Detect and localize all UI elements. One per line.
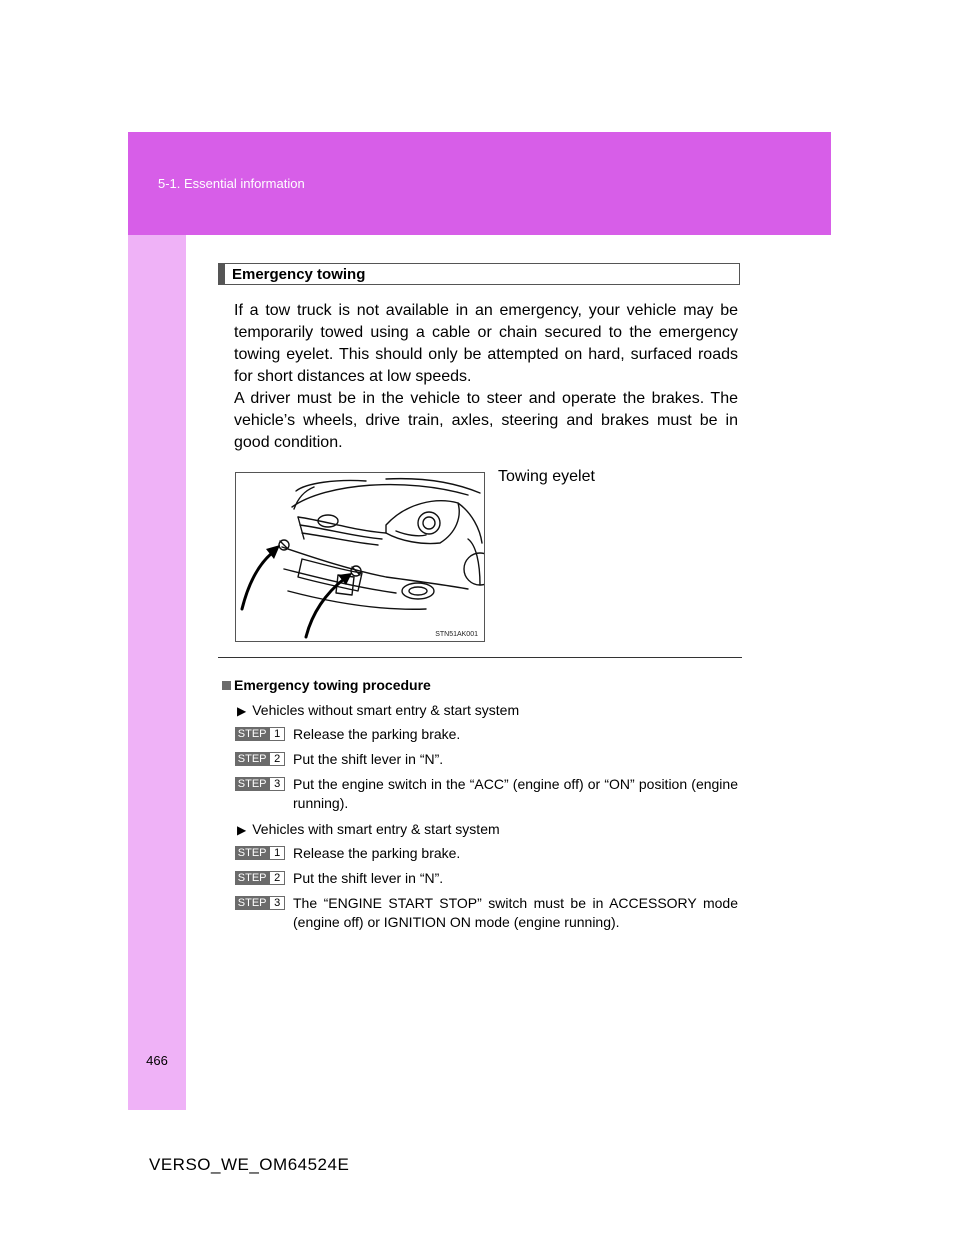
- step-badge: [235, 752, 285, 766]
- step-number: 1: [269, 846, 285, 860]
- step-word: STEP: [235, 846, 269, 860]
- section-label: 5-1. Essential information: [158, 176, 305, 191]
- document-code: VERSO_WE_OM64524E: [149, 1155, 350, 1174]
- step-word: STEP: [235, 752, 269, 766]
- variant-text: Vehicles with smart entry & start system: [252, 821, 500, 837]
- intro-text: [234, 300, 738, 454]
- section-title-box: [218, 263, 740, 285]
- procedure-title: Emergency towing procedure: [234, 677, 431, 693]
- step-text: Put the engine switch in the “ACC” (engine off) or “ON” position (engine running).: [293, 776, 738, 811]
- step-text: Put the shift lever in “N”.: [293, 751, 444, 767]
- step-number: 1: [269, 727, 285, 741]
- intro-paragraph: A driver must be in the vehicle to steer and operate the brakes. The vehicle’s wheels, drive train, axles, steering and brakes must be in good condition.: [234, 390, 738, 451]
- page-number: 466: [146, 1053, 168, 1068]
- section-divider: [218, 657, 742, 658]
- step-number: 3: [269, 777, 285, 791]
- intro-paragraph: If a tow truck is not available in an emergency, your vehicle may be temporarily towed using a cable or chain secured to the emergency towing eyelet. This should only be attempted on hard, surfaced roads for short distances at low speeds.: [234, 302, 738, 385]
- procedure-heading: [222, 677, 431, 693]
- step-text: Put the shift lever in “N”.: [293, 870, 444, 886]
- step-word: STEP: [235, 871, 269, 885]
- step-badge: [235, 871, 285, 885]
- towing-eyelet-illustration: [235, 472, 485, 642]
- step-badge: [235, 896, 285, 910]
- step-badge: [235, 777, 285, 791]
- variant-label: [237, 702, 519, 718]
- step-number: 3: [269, 896, 285, 910]
- step-word: STEP: [235, 896, 269, 910]
- step-text: Release the parking brake.: [293, 845, 461, 861]
- step-word: STEP: [235, 777, 269, 791]
- variant-label: [237, 821, 500, 837]
- page-title: Emergency towing: [232, 266, 366, 283]
- title-accent-bar: [219, 264, 225, 284]
- step-word: STEP: [235, 727, 269, 741]
- step-number: 2: [269, 871, 285, 885]
- car-front-drawing: [236, 473, 484, 641]
- step-text: The “ENGINE START STOP” switch must be in ACCESSORY mode (engine off) or IGNITION ON mode (engine running).: [293, 895, 738, 930]
- triangle-right-icon: ▶: [237, 823, 247, 837]
- step-badge: [235, 727, 285, 741]
- square-bullet-icon: [222, 681, 231, 690]
- figure-code: STN51AK001: [435, 631, 478, 638]
- step-text: Release the parking brake.: [293, 726, 461, 742]
- figure-callout-label: Towing eyelet: [498, 468, 595, 485]
- side-band: [128, 235, 186, 1110]
- step-badge: [235, 846, 285, 860]
- step-number: 2: [269, 752, 285, 766]
- variant-text: Vehicles without smart entry & start system: [252, 702, 520, 718]
- triangle-right-icon: ▶: [237, 704, 247, 718]
